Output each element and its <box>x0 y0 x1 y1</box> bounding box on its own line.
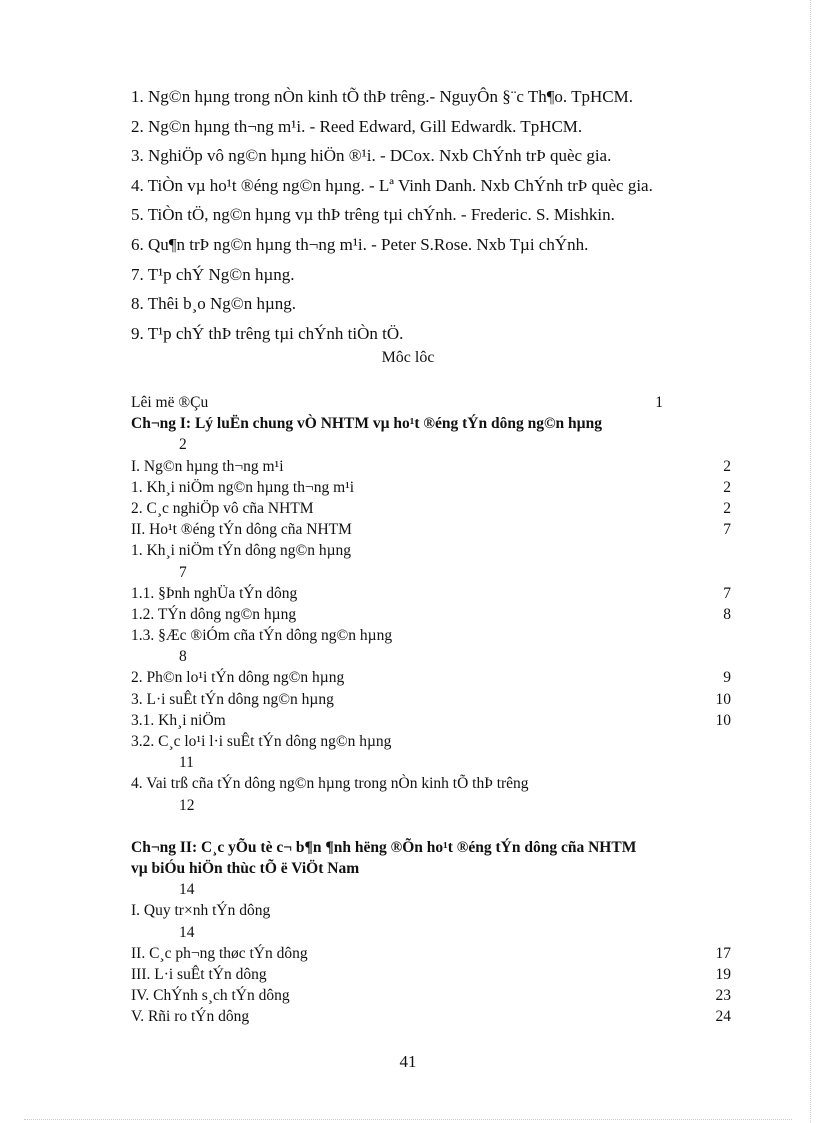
toc-entry-text: IV. ChÝnh s¸ch tÝn dông <box>131 987 290 1005</box>
toc-entry-text: I. Ng©n hµng th¬ng m¹i <box>131 457 284 475</box>
toc-page-continuation <box>131 562 731 583</box>
toc-chapter-heading <box>131 837 731 858</box>
toc-entry-text: 11 <box>179 754 194 772</box>
toc-entry-page: 10 <box>715 711 731 729</box>
toc-entry <box>131 710 731 731</box>
toc-entry-page: 23 <box>715 987 731 1005</box>
toc-page-continuation <box>131 795 731 816</box>
toc-entry-text: Ch¬ng II: C¸c yÕu tè c¬ b¶n ¶nh hëng ®Õn ho¹t ®éng tÝn dông cña NHTM <box>131 838 637 856</box>
toc-entry-text: III. L·i suÊt tÝn dông <box>131 965 267 983</box>
page-number: 41 <box>399 1052 417 1071</box>
reference-item: 1. Ng©n hµng trong nÒn kinh tÕ thÞ trêng.- NguyÔn §¨c Th¶o. TpHCM. <box>131 87 633 106</box>
toc-entry <box>131 773 731 794</box>
toc-entry-text: 12 <box>179 796 195 814</box>
reference-item: 6. Qu¶n trÞ ng©n hµng th¬ng m¹i. - Peter S.Rose. Nxb Tµi chÝnh. <box>131 234 589 254</box>
toc-entry <box>131 985 731 1006</box>
toc-page-continuation <box>131 922 731 943</box>
toc-entry-text: II. C¸c ph¬ng thøc tÝn dông <box>131 944 308 962</box>
toc-entry-page: 1 <box>655 394 663 411</box>
reference-item: 2. Ng©n hµng th¬ng m¹i. - Reed Edward, Gill Edwardk. TpHCM. <box>131 116 583 136</box>
toc-entry-text: Ch¬ng I: Lý luËn chung vÒ NHTM vµ ho¹t ®éng tÝn dông ng©n hµng <box>131 415 602 433</box>
toc-entry <box>131 943 731 964</box>
toc-entry-page: 19 <box>715 965 731 983</box>
toc-entry-text: 3. L·i suÊt tÝn dông ng©n hµng <box>131 690 334 708</box>
toc-chapter-heading <box>131 858 731 879</box>
toc-entry <box>131 392 731 413</box>
toc-entry <box>131 731 731 752</box>
toc-entry <box>131 625 731 646</box>
toc-entry-page: 17 <box>715 944 731 962</box>
toc-entry <box>131 456 731 477</box>
toc-entry <box>131 498 731 519</box>
toc-entry-text: 3.1. Kh¸i niÖm <box>131 711 226 729</box>
reference-item: 8. Thêi b¸o Ng©n hµng. <box>131 294 296 314</box>
toc-page-continuation <box>131 646 731 667</box>
toc-entry-text: 2. C¸c nghiÖp vô cña NHTM <box>131 499 314 517</box>
toc-entry-text: 7 <box>179 563 187 581</box>
toc-entry-text: 1.3. §Æc ®iÓm cña tÝn dông ng©n hµng <box>131 627 393 645</box>
toc-page-continuation <box>131 434 731 455</box>
toc-entry-text: I. Quy tr×nh tÝn dông <box>131 902 271 920</box>
toc-page-continuation <box>131 752 731 773</box>
toc-entry-page: 24 <box>715 1008 731 1026</box>
toc-entry <box>131 667 731 688</box>
references-list <box>131 82 751 348</box>
toc-entry-page: 2 <box>723 478 731 496</box>
toc-entry <box>131 900 731 921</box>
toc-entry-text: 1.1. §Þnh nghÜa tÝn dông <box>131 584 298 602</box>
toc-spacer <box>131 816 731 837</box>
toc-entry-text: 1. Kh¸i niÖm tÝn dông ng©n hµng <box>131 542 352 560</box>
toc-entry-text: 14 <box>179 881 195 899</box>
toc-entry-page: 7 <box>723 584 731 602</box>
toc-entry-text: 1. Kh¸i niÖm ng©n hµng th¬ng m¹i <box>131 478 355 496</box>
toc-entry-text: 2. Ph©n lo¹i tÝn dông ng©n hµng <box>131 669 345 687</box>
toc-entry-page: 8 <box>723 605 731 623</box>
toc-chapter-heading <box>131 413 731 434</box>
page-right-border <box>810 0 811 1123</box>
toc-entry <box>131 604 731 625</box>
toc-entry-text: 4. Vai trß cña tÝn dông ng©n hµng trong nÒn kinh tÕ thÞ trêng <box>131 775 529 793</box>
reference-item: 7. T¹p chÝ Ng©n hµng. <box>131 264 295 284</box>
toc-entry <box>131 689 731 710</box>
toc-page-continuation <box>131 879 731 900</box>
toc-entry-text: Lêi më ®Çu <box>131 394 209 411</box>
toc-entry <box>131 540 731 561</box>
reference-item: 9. T¹p chÝ thÞ trêng tµi chÝnh tiÒn tÖ. <box>131 323 404 343</box>
toc-title: Môc lôc <box>381 349 435 366</box>
page-bottom-border <box>24 1119 792 1120</box>
toc-entry-page: 7 <box>723 521 731 539</box>
toc-entry-text: 8 <box>179 648 187 666</box>
toc-entry-text: 3.2. C¸c lo¹i l·i suÊt tÝn dông ng©n hµng <box>131 733 392 750</box>
toc-entry-text: 14 <box>179 923 195 941</box>
toc-entry <box>131 1006 731 1027</box>
toc-entry-text: 2 <box>179 436 187 454</box>
toc-entry <box>131 519 731 540</box>
toc-entry-text: V. Rñi ro tÝn dông <box>131 1008 250 1026</box>
reference-item: 4. TiÒn vµ ho¹t ®éng ng©n hµng. - Lª Vinh Danh. Nxb ChÝnh trÞ quèc gia. <box>131 175 653 195</box>
toc-entry-page: 9 <box>723 669 731 687</box>
toc-entry <box>131 964 731 985</box>
table-of-contents <box>131 392 731 1027</box>
toc-entry-page: 2 <box>723 457 731 475</box>
toc-entry-page: 2 <box>723 499 731 517</box>
toc-entry-text: vµ biÓu hiÖn thùc tÕ ë ViÖt Nam <box>131 859 360 877</box>
reference-item: 3. NghiÖp vô ng©n hµng hiÖn ®¹i. - DCox. Nxb ChÝnh trÞ quèc gia. <box>131 146 612 166</box>
toc-entry <box>131 583 731 604</box>
toc-entry-text: 1.2. TÝn dông ng©n hµng <box>131 605 297 623</box>
toc-entry-text: II. Ho¹t ®éng tÝn dông cña NHTM <box>131 521 352 539</box>
toc-entry <box>131 477 731 498</box>
reference-item: 5. TiÒn tÖ, ng©n hµng vµ thÞ trêng tµi chÝnh. - Frederic. S. Mishkin. <box>131 205 615 225</box>
toc-entry-page: 10 <box>715 690 731 708</box>
